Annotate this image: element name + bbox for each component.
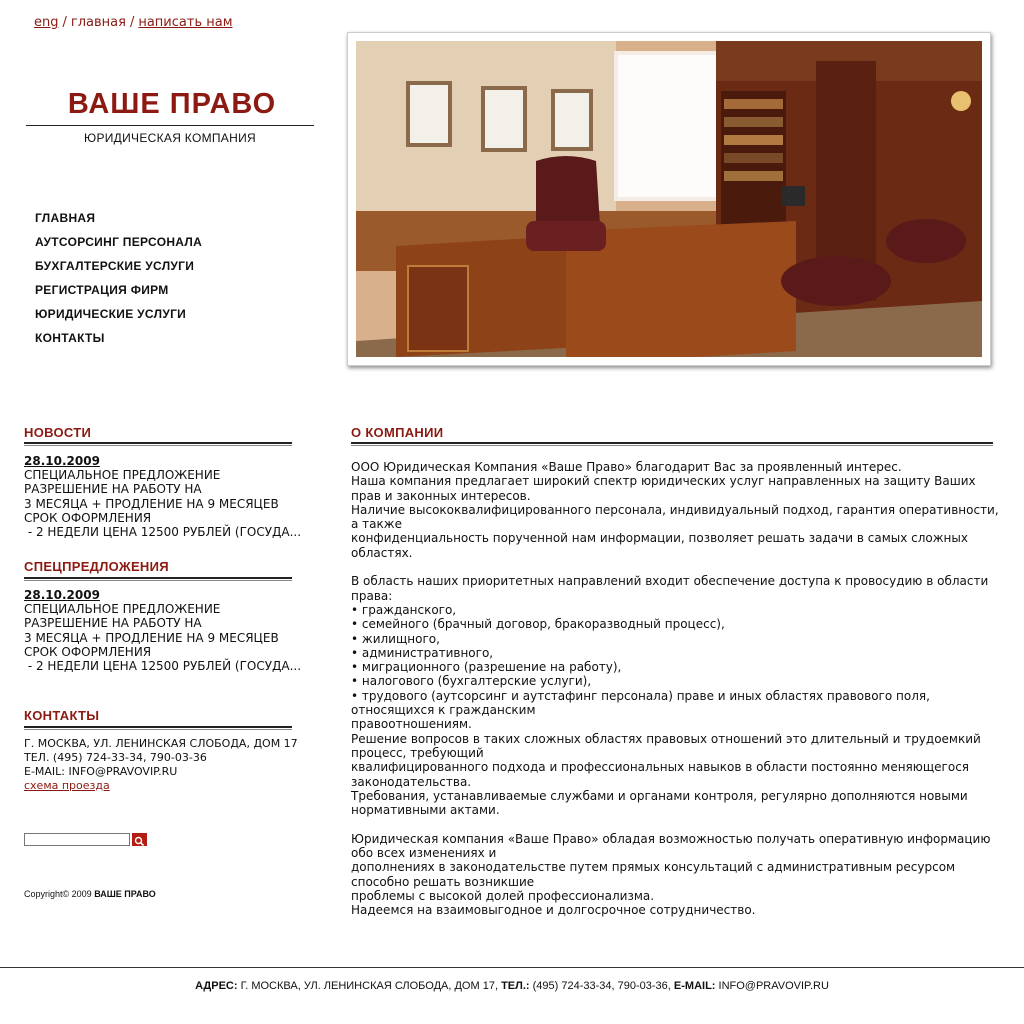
copyright-brand: ВАШЕ ПРАВО [94,889,156,899]
about-line: дополнениях в законодательстве путем прямых консультаций с административным ресурсом [351,860,956,875]
logo-subtitle: ЮРИДИЧЕСКАЯ КОМПАНИЯ [84,131,256,145]
about-line: способно решать возникшие [351,874,535,889]
logo-divider [26,125,314,126]
contacts-address: Г. МОСКВА, УЛ. ЛЕНИНСКАЯ СЛОБОДА, ДОМ 17 [24,737,298,750]
news-line: 3 МЕСЯЦА + ПРОДЛЕНИЕ НА 9 МЕСЯЦЕВ [24,496,279,511]
about-line: проблемы с высокой долей профессионализма. [351,888,655,903]
copyright-text: Copyright© 2009 [24,889,92,899]
nav-link-write-us[interactable]: написать нам [138,15,233,30]
office-interior-image [356,41,982,357]
logo-title: ВАШЕ ПРАВО [67,88,277,120]
offer-date[interactable]: 28.10.2009 [24,588,100,602]
about-line: ООО Юридическая Компания «Ваше Право» благодарит Вас за проявленный интерес. [351,460,902,474]
about-line: • миграционного (разрешение на работу), [351,660,622,675]
contacts-divider [24,726,292,730]
copyright [24,889,156,899]
about-divider [351,442,993,446]
offers-title: СПЕЦПРЕДЛОЖЕНИЯ [24,559,169,574]
contacts-block [24,737,298,793]
search-input[interactable] [24,833,130,846]
news-line: РАЗРЕШЕНИЕ НА РАБОТУ НА [24,482,202,497]
about-line: • административного, [351,645,494,660]
nav-separator: / [62,15,67,30]
about-line: Решение вопросов в таких сложных областях правовых отношений это длительный и трудоемкий [351,731,981,746]
footer-email-label: E-MAIL: [673,980,716,992]
menu-item-legal[interactable]: ЮРИДИЧЕСКИЕ УСЛУГИ [35,307,187,321]
nav-link-home[interactable]: главная [70,15,126,30]
news-line: - 2 НЕДЕЛИ ЦЕНА 12500 РУБЛЕЙ (ГОСУДА... [24,525,302,540]
news-line: СПЕЦИАЛЬНОЕ ПРЕДЛОЖЕНИЕ [24,468,221,483]
main-menu [35,210,202,354]
offer-line: РАЗРЕШЕНИЕ НА РАБОТУ НА [24,616,202,631]
news-item[interactable] [24,454,302,540]
menu-item-registration[interactable]: РЕГИСТРАЦИЯ ФИРМ [35,283,169,297]
offers-divider [24,577,292,581]
search-icon [132,835,147,848]
offer-line: СПЕЦИАЛЬНОЕ ПРЕДЛОЖЕНИЕ [24,602,221,617]
footer-phone: (495) 724-33-34, 790-03-36, [532,980,671,992]
site-logo[interactable] [26,88,314,145]
footer [0,980,1024,992]
about-line: Надеемся на взаимовыгодное и долгосрочное сотрудничество. [351,903,756,918]
news-title: НОВОСТИ [24,425,92,440]
footer-divider [0,967,1024,968]
footer-address-label: АДРЕС: [195,980,238,992]
about-line: права: [351,588,393,603]
about-line: Наличие высококвалифицированного персонала, индивидуальный подход, гарантия оперативности, [351,502,999,517]
about-title: О КОМПАНИИ [351,425,444,440]
search-box [24,833,147,852]
offer-line: - 2 НЕДЕЛИ ЦЕНА 12500 РУБЛЕЙ (ГОСУДА... [24,659,302,674]
about-line: законодательства. [351,774,472,789]
map-link[interactable]: схема проезда [24,779,110,792]
about-line: прав и законных интересов. [351,488,531,503]
footer-phone-label: ТЕЛ.: [501,980,530,992]
menu-item-home[interactable]: ГЛАВНАЯ [35,211,96,225]
menu-item-accounting[interactable]: БУХГАЛТЕРСКИЕ УСЛУГИ [35,259,195,273]
contacts-phone: ТЕЛ. (495) 724-33-34, 790-03-36 [24,751,207,764]
about-line: областях. [351,545,413,560]
about-line: • гражданского, [351,602,457,617]
about-text [351,460,999,918]
contacts-email: E-MAIL: INFO@PRAVOVIP.RU [24,765,178,778]
lang-link-eng[interactable]: eng [34,15,59,30]
search-button[interactable] [132,833,147,846]
about-line: • семейного (брачный договор, бракоразводный процесс), [351,617,725,632]
about-line: обо всех изменениях и [351,846,497,861]
about-line: Требования, устанавливаемые службами и органами контроля, регулярно дополняются новыми [351,788,968,803]
about-line: относящихся к гражданским [351,703,536,718]
about-line: квалифицированного подхода и профессиональных навыков в области постоянно меняющегося [351,760,970,775]
offer-item[interactable] [24,588,302,674]
header-photo-frame [347,32,991,366]
about-line: • налогового (бухгалтерские услуги), [351,674,592,689]
offer-line: СРОК ОФОРМЛЕНИЯ [24,644,152,659]
about-line: процесс, требующий [351,745,484,760]
about-line: • жилищного, [351,631,440,646]
news-line: СРОК ОФОРМЛЕНИЯ [24,510,152,525]
news-divider [24,442,292,446]
about-line: В область наших приоритетных направлений входит обеспечение доступа к провосудию в области [351,574,989,589]
menu-item-outsourcing[interactable]: АУТСОРСИНГ ПЕРСОНАЛА [35,235,203,249]
about-line [351,817,999,831]
footer-email: INFO@PRAVOVIP.RU [718,980,829,992]
nav-separator: / [129,15,135,30]
about-line: конфиденциальность порученной нам информации, позволяет решать задачи в самых сложных [351,531,968,546]
footer-address: Г. МОСКВА, УЛ. ЛЕНИНСКАЯ СЛОБОДА, ДОМ 17, [240,980,498,992]
top-nav [34,15,233,30]
about-line [351,560,999,574]
about-line: правоотношениям. [351,717,472,732]
about-line: нормативными актами. [351,803,500,818]
contacts-title: КОНТАКТЫ [24,708,100,723]
about-line: а также [351,517,402,532]
about-line: • трудового (аутсорсинг и аутстафинг персонала) праве и иных областях правового поля, [351,688,930,703]
about-line: Наша компания предлагает широкий спектр юридических услуг направленных на защиту Ваших [351,474,976,489]
menu-item-contacts[interactable]: КОНТАКТЫ [35,331,105,345]
offer-line: 3 МЕСЯЦА + ПРОДЛЕНИЕ НА 9 МЕСЯЦЕВ [24,630,279,645]
about-line: Юридическая компания «Ваше Право» обладая возможностью получать оперативную информацию [351,831,991,846]
news-date[interactable]: 28.10.2009 [24,454,100,468]
